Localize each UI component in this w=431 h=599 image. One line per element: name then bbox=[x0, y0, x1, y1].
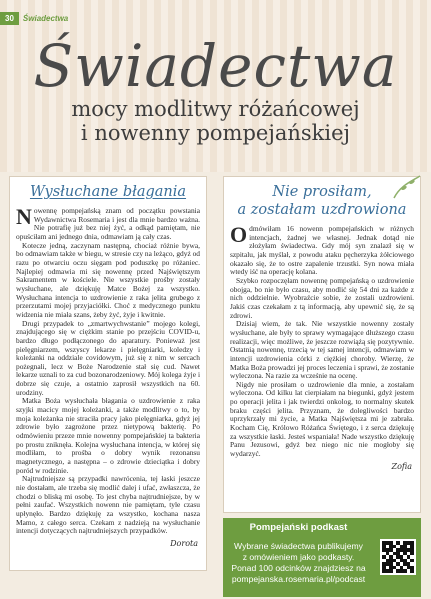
article-left-body bbox=[10, 204, 206, 536]
article-right-title bbox=[228, 183, 416, 219]
article-right-title-line2: a zostałam uzdrowiona bbox=[237, 202, 407, 218]
article-right-paragraph: Dzisiaj wiem, że tak. Nie wszystkie nowenny zostały wysłuchane, ale były to sprawy wymagające dłuższego czasu realizacji, więc możliwe, że jeszcze rozwiążą się pozytywnie. Ostatnią nowennę, trzecią w tej samej intencji, odmawiam w intencji uzdrowienia córki z ciężkiej choroby. Wierzę, że Matka Boża prowadzi jej proces leczenia i sprawi, że zostanie wyleczona. Na razie za wcześnie na ocenę. bbox=[230, 319, 414, 381]
article-right-body bbox=[224, 222, 420, 459]
dropcap: O bbox=[230, 222, 248, 247]
article-left-paragraph: Nowennę pompejańską znam od początku powstania Wydawnictwa Rosemaria i jest dla mnie bardzo ważna. Nie potrafię już bez niej żyć, a odkąd pamiętam, nie opuściłam ani jednego dnia, odmawiam ją cały czas. bbox=[16, 204, 200, 241]
article-right-paragraph: Szybko rozpoczęłam nowennę pompejańską o uzdrowienie obojga, bo nie było czasu, aby modlić się 54 dni za każde z nich oddzielnie. Wyobraźcie sobie, że zostali uzdrowieni. Jakiś czas czekałam z tą informacją, aby upewnić się, że są zdrowi. bbox=[230, 275, 414, 320]
page-subtitle-line1: mocy modlitwy różańcowej bbox=[71, 97, 360, 121]
section-label: Świadectwa bbox=[22, 13, 69, 23]
article-right-signature: Zofia bbox=[391, 461, 412, 471]
article-right bbox=[223, 176, 421, 513]
page-number: 30 bbox=[0, 12, 19, 25]
article-right-paragraph: Odmówiłam 16 nowenn pompejańskich w różnych intencjach, żadnej we własnej. Jednak dotąd nie złożyłam świadectwa. Gdy mój syn znalazł się w szpitalu, jak myślał, z powodu ataku pęcherzyka żółciowego okazało się, że to ostre zapalenie trzustki. Syn nowa miała wtedy iść na operację kolana. bbox=[230, 222, 414, 277]
podcast-line: z omówieniem jako podkasty. bbox=[242, 552, 355, 562]
article-left-paragraph: Najtrudniejsze są przypadki nawrócenia, tej łaski jeszcze nie dostałam, ale trzeba się modlić dalej i ufać, zwłaszcza, że chodzi o bliską mi osobę. To jest chyba najtrudniejsze, by w pełni zaufać. Wszystkich nowenn nie pamiętam, tyle czasu upłynęło. Bardzo dziękuję za wszystko, kochana nasza Mamo, z całego serca. Czekam z nadzieją na wysłuchanie intencji dotyczących najtrudniejszych przypadków. bbox=[16, 474, 200, 536]
dropcap: N bbox=[16, 204, 32, 229]
article-left-paragraph: Drugi przypadek to „zmartwychwstanie” mojego kolegi, znajdującego się w ciężkim stanie po przejściu COVID-u, bardzo długo podłączonego do aparatury. Ponieważ jest pielęgniarzem, wszyscy lekarze i pielęgniarki, koledzy i koleżanki na oddziale covidowym, już się z nim w sercach pożegnali, lecz w Boże Narodzenie stał się cud. Nawet lekarze uznali to za cud bozonarodzeniowy. Mój kolega żyje i dobrze się czuje, a ostatnio zaprosił wszystkich na 60. urodziny. bbox=[16, 318, 200, 397]
qr-code-icon[interactable] bbox=[380, 539, 416, 575]
article-left-paragraph: Matka Boża wysłuchała błagania o uzdrowienie z raka szyjki macicy mojej koleżanki, a także modlitwy o to, by moja koleżanka nie straciła pracy jako pielęgniarka, gdyż jej zdrowie było zagrożone przez nietypową bakterię. Po odmówieniu przeze mnie nowenny pompejańskiej ta bakteria po prostu zniknęła. Kolejna wysłuchana intencja, w której się modliłam, to prośba o dobry wynik rezonansu magnetycznego, a następna – o zdrowie dzieciątka i dobry poród w rodzinie. bbox=[16, 396, 200, 475]
article-right-title-line1: Nie prosiłam, bbox=[272, 184, 372, 200]
podcast-line: Wybrane świadectwa publikujemy bbox=[234, 541, 363, 551]
podcast-box bbox=[223, 518, 421, 597]
page-subtitle-line2: i nowenny pompejańskiej bbox=[80, 121, 351, 145]
vine-ornament-icon bbox=[392, 172, 422, 202]
podcast-link[interactable]: pompejanska.rosemaria.pl/podcast bbox=[231, 574, 366, 584]
article-right-paragraph: Nigdy nie prosiłam o uzdrowienie dla mnie, a zostałam wyleczona. Od kilku lat cierpiałam na biegunki, gdyż jestem po operacji jelita i jak twierdzi onkolog, to normalny skutek braku części jelita. Przyznam, że dolegliwości bardzo uprzykrzały mi życie, a Matka Najświętsza mi je zabrała. Kocham Cię, Królowo Różańca Świętego, i z serca dziękuję za wszystkie łaski. Jesteś wspaniała! Nade wszystko dziękuję Panu Jezusowi, gdyż bez niego nic nie mogłoby się wydarzyć. bbox=[230, 379, 414, 459]
podcast-line: Ponad 100 odcinków znajdziesz na bbox=[231, 563, 366, 573]
page-header bbox=[0, 10, 120, 26]
page-title: Świadectwa bbox=[33, 32, 398, 100]
article-left-title: Wysłuchane błagania bbox=[29, 184, 187, 200]
article-left bbox=[9, 176, 207, 571]
podcast-title: Pompejański podkast bbox=[249, 522, 348, 533]
article-left-paragraph: Kotecze jedną, zaczynam następną, chociaż różnie bywa, bo odmawiam także w biegu, w stresie czy na leżąco, gdyż od razu po otwarciu oczu sięgam pod poduszkę po różaniec. Najlepiej odmawia mi się nowennę przed Najświętszym Sakramentem w kościele. Nie wszystkie prośby zostały wysłuchane, ale dziękuję Matce Bożej za wszystko. Wysłuchana intencja to uzdrowienie z raka jelita grubego z przerzutami mojej przyjaciółki. Choć z medycznego punktu widzenia nie miała szans, żeby żyć, żyje i kwitnie. bbox=[16, 240, 200, 319]
article-left-signature: Dorota bbox=[170, 538, 198, 548]
